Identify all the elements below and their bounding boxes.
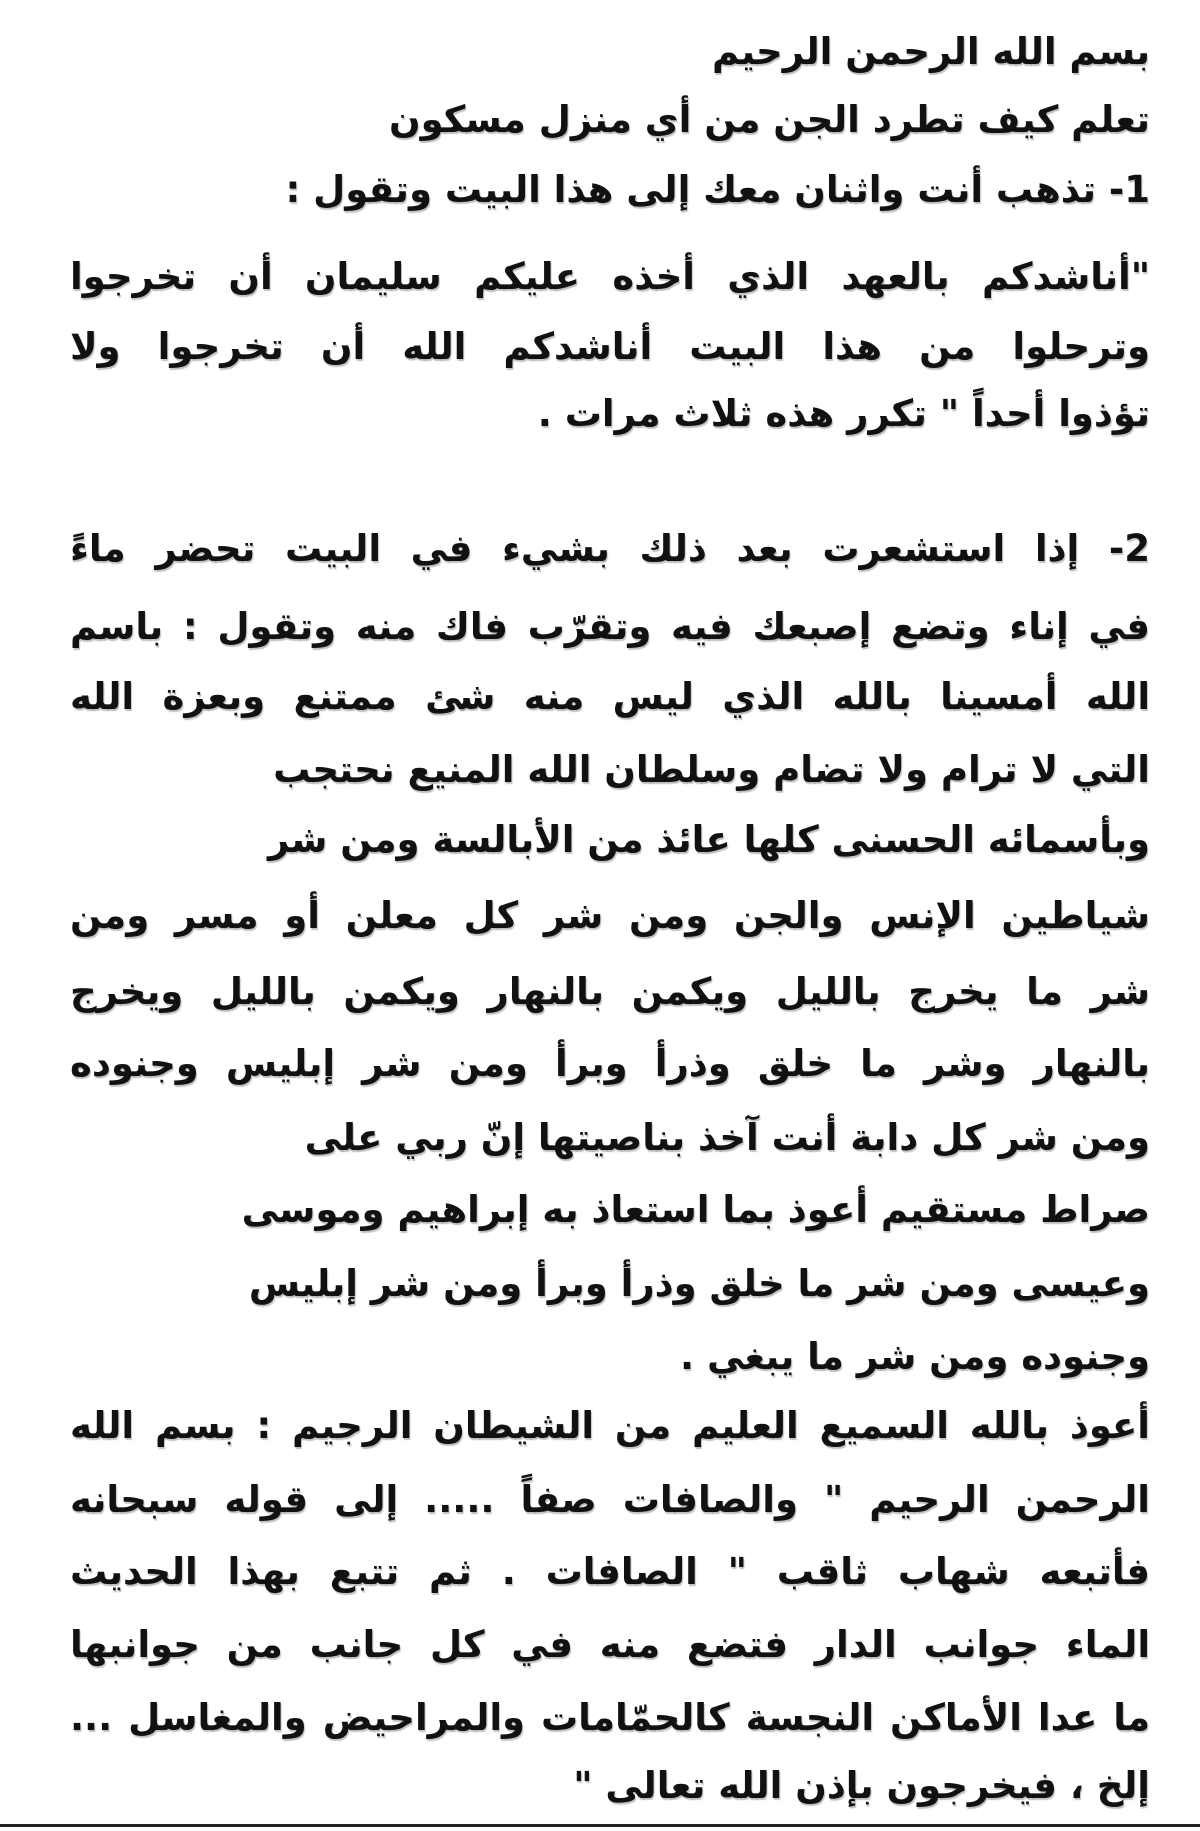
step2-line: فأتبعه شهاب ثاقب " الصافات . ثم تتبع بهذا الحديث — [70, 1550, 1150, 1593]
step2-line: بالنهار وشر ما خلق وذرأ وبرأ ومن شر إبليس وجنوده — [70, 1042, 1150, 1085]
step2-line: شر ما يخرج بالليل ويكمن بالنهار ويكمن بالليل ويخرج — [70, 970, 1150, 1013]
step2-line: صراط مستقيم أعوذ بما استعاذ به إبراهيم وموسى — [241, 1188, 1150, 1231]
step2-line: أعوذ بالله السميع العليم من الشيطان الرجيم : بسم الله — [70, 1404, 1150, 1447]
step2-line: الماء جوانب الدار فتضع منه في كل جانب من جوانبها — [70, 1623, 1150, 1666]
step2-line: وعيسى ومن شر ما خلق وذرأ وبرأ ومن شر إبليس — [248, 1262, 1150, 1305]
heading-line: تعلم كيف تطرد الجن من أي منزل مسكون — [388, 98, 1150, 141]
step2-line: ما عدا الأماكن النجسة كالحمّامات والمراحيض والمغاسل ... — [70, 1696, 1150, 1739]
step2-line: وبأسمائه الحسنى كلها عائذ من الأبالسة ومن شر — [268, 818, 1150, 861]
step1-line: وترحلوا من هذا البيت أناشدكم الله أن تخرجوا ولا — [70, 325, 1150, 368]
step2-line: ومن شر كل دابة أنت آخذ بناصيتها إنّ ربي على — [304, 1116, 1150, 1159]
step1-line: "أناشدكم بالعهد الذي أخذه عليكم سليمان أن تخرجوا — [70, 255, 1150, 298]
step2-line: وجنوده ومن شر ما يبغي . — [680, 1335, 1150, 1378]
bottom-divider — [0, 1824, 1200, 1827]
step2-line: 2- إذا استشعرت بعد ذلك بشيء في البيت تحضر ماءً — [70, 527, 1150, 570]
step2-line: الرحمن الرحيم " والصافات صفاً ..... إلى قوله سبحانه — [70, 1478, 1150, 1521]
step1-line: تؤذوا أحداً " تكرر هذه ثلاث مرات . — [537, 392, 1150, 435]
step1-line: 1- تذهب أنت واثنان معك إلى هذا البيت وتقول : — [285, 168, 1150, 211]
step2-line: إلخ ، فيخرجون بإذن الله تعالى " — [573, 1764, 1150, 1807]
step2-line: شياطين الإنس والجن ومن شر كل معلن أو مسر ومن — [70, 894, 1150, 937]
step2-line: الله أمسينا بالله الذي ليس منه شئ ممتنع وبعزة الله — [70, 675, 1150, 718]
step2-line: التي لا ترام ولا تضام وسلطان الله المنيع نحتجب — [273, 748, 1150, 791]
step2-line: في إناء وتضع إصبعك فيه وتقرّب فاك منه وتقول : باسم — [70, 605, 1150, 648]
basmala-line: بسم الله الرحمن الرحيم — [711, 30, 1150, 73]
